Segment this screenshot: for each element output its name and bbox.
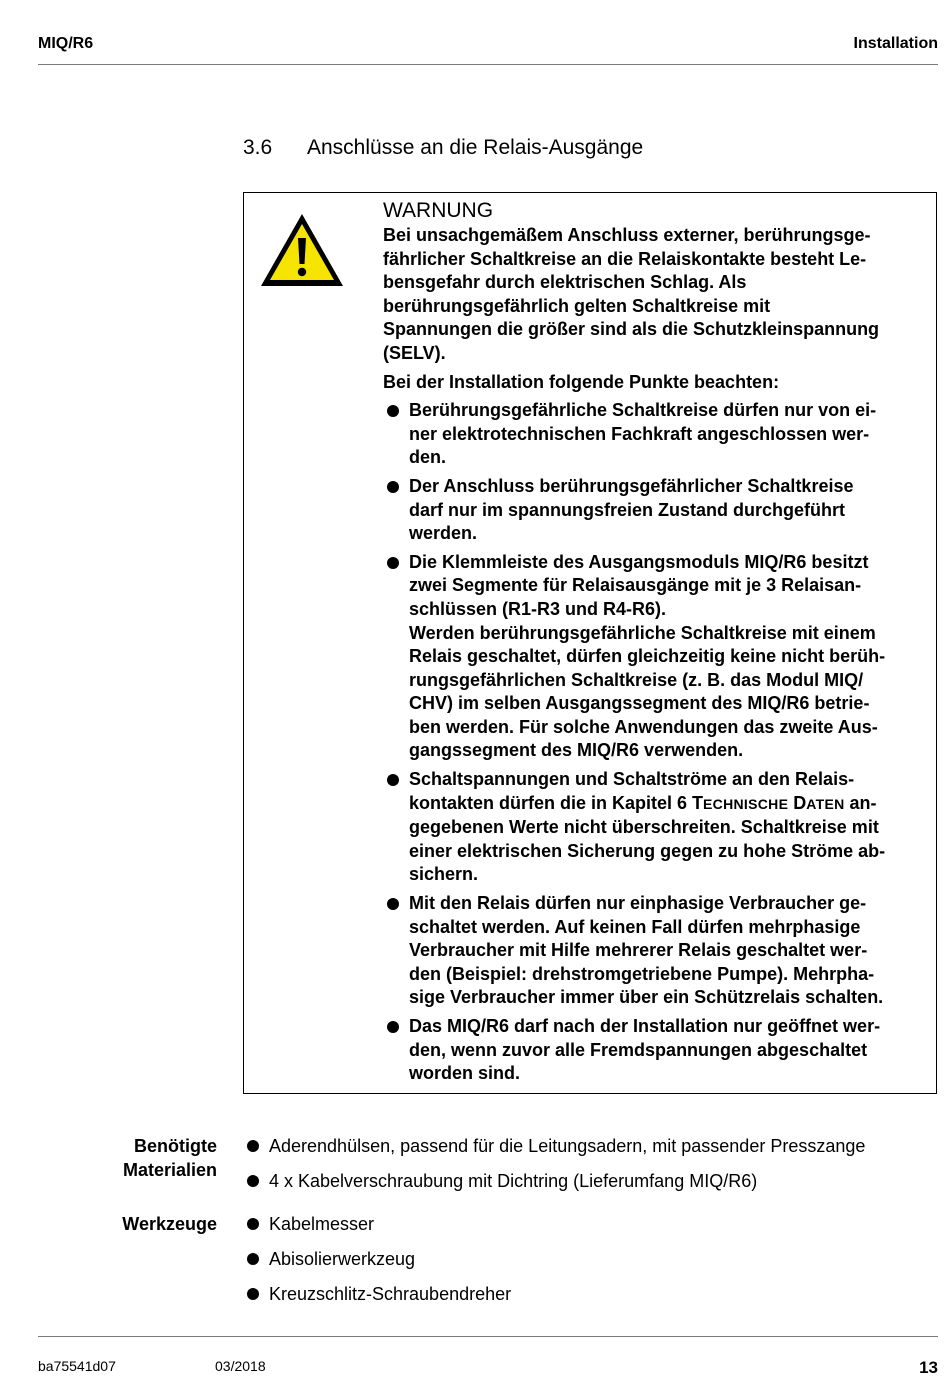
bullet-icon <box>387 774 399 786</box>
header-chapter: Installation <box>853 35 938 52</box>
bullet-icon <box>387 405 399 417</box>
bullet-icon <box>247 1253 259 1265</box>
warning-statement: Bei unsachgemäßem Anschluss externer, berührungsge- fährlicher Schaltkreise an die Relaiskontakte besteht Le- bensgefahr durch elektrischen Schlag. Als berührungsgefährlich gelten Schaltkreise mit Spannungen die größer sind als die Schutzkleinspannung (SELV). <box>383 225 880 363</box>
list-item: Mit den Relais dürfen nur einphasige Verbraucher ge- schaltet werden. Auf keinen Fall dürfen mehrphasige Verbraucher mit Hilfe mehrerer Relais geschaltet wer- den (Beispiel: drehstromgetriebene Pumpe). Mehrpha- sige Verbraucher immer über ein Schützrelais schalten. <box>383 892 933 1010</box>
bullet-icon <box>387 557 399 569</box>
chapter-reference-link[interactable]: TECHNISCHE DATEN <box>692 792 845 813</box>
bullet-icon <box>387 1021 399 1033</box>
bullet-icon <box>387 481 399 493</box>
bullet-icon <box>387 898 399 910</box>
bullet-icon <box>247 1288 259 1300</box>
list-item: Der Anschluss berührungsgefährlicher Schaltkreise darf nur im spannungsfreien Zustand durchgeführt werden. <box>383 475 933 546</box>
section-number: 3.6 <box>243 136 273 159</box>
page-number: 13 <box>919 1358 938 1377</box>
footer-doc-id: ba75541d07 <box>38 1358 116 1374</box>
list-item: Schaltspannungen und Schaltströme an den Relais- kontakten dürfen die in Kapitel 6 TECHNISCHE DATEN an- gegebenen Werte nicht überschreiten. Schaltkreise mit einer elektrischen Sicherung gegen zu hohe Ströme ab- sichern. <box>383 768 933 887</box>
tools-list <box>243 1212 511 1317</box>
bullet-icon <box>247 1140 259 1152</box>
footer-date: 03/2018 <box>215 1358 266 1374</box>
warning-intro: Bei der Installation folgende Punkte beachten: <box>383 371 780 392</box>
footer-divider <box>38 1336 938 1337</box>
warning-box <box>243 192 937 1094</box>
section-title <box>243 136 643 160</box>
warning-content <box>383 199 933 1091</box>
section-heading: Anschlüsse an die Relais-Ausgänge <box>307 136 644 159</box>
list-item: Kabelmesser <box>243 1212 511 1247</box>
warning-title: WARNUNG <box>383 199 494 222</box>
list-item: 4 x Kabelverschraubung mit Dichtring (Lieferumfang MIQ/R6) <box>243 1169 865 1204</box>
materials-label: Benötigte Materialien <box>122 1136 217 1180</box>
bullet-icon <box>247 1175 259 1187</box>
list-item: Aderendhülsen, passend für die Leitungsadern, mit passender Presszange <box>243 1134 865 1169</box>
warning-list <box>383 399 933 1086</box>
tools-label: Werkzeuge <box>122 1214 217 1234</box>
list-item: Abisolierwerkzeug <box>243 1247 511 1282</box>
list-item: Berührungsgefährliche Schaltkreise dürfen nur von ei- ner elektrotechnischen Fachkraft angeschlossen wer- den. <box>383 399 933 470</box>
list-item: Kreuzschlitz-Schraubendreher <box>243 1282 511 1317</box>
list-item: Die Klemmleiste des Ausgangsmoduls MIQ/R6 besitzt zwei Segmente für Relaisausgänge mit je 3 Relaisan- schlüssen (R1-R3 und R4-R6). Werden berührungsgefährliche Schaltkreise mit einem Relais geschaltet, dürfen gleichzeitig keine nicht berüh- rungsgefährlichen Schaltkreise (z. B. das Modul MIQ/ CHV) im selben Ausgangssegment des MIQ/R6 betrie- ben werden. Für solche Anwendungen das zweite Aus- gangssegment des MIQ/R6 verwenden. <box>383 551 933 763</box>
warning-triangle-icon <box>258 210 346 290</box>
header-product: MIQ/R6 <box>38 35 94 52</box>
bullet-icon <box>247 1218 259 1230</box>
header-divider <box>38 64 938 65</box>
list-item: Das MIQ/R6 darf nach der Installation nur geöffnet wer- den, wenn zuvor alle Fremdspannungen abgeschaltet worden sind. <box>383 1015 933 1086</box>
materials-list <box>243 1134 865 1204</box>
